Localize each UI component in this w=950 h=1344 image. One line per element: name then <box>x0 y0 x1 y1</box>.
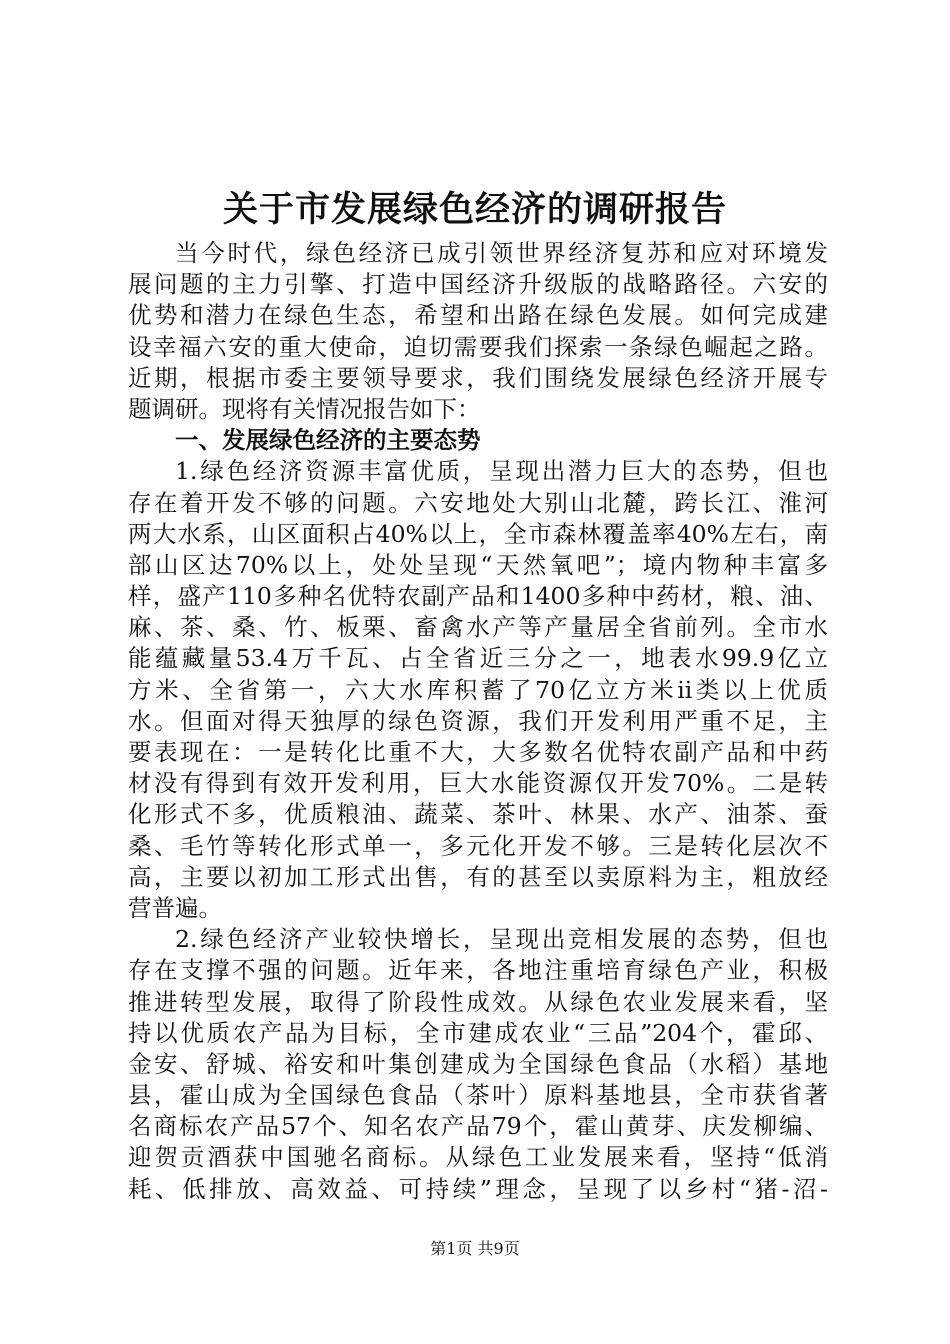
text-line: 两大水系，山区面积占40%以上，全市森林覆盖率40%左右，南 <box>128 519 828 548</box>
text-line: 金安、舒城、裕安和叶集创建成为全国绿色食品（水稻）基地 <box>128 1049 828 1078</box>
text-line: 优势和潜力在绿色生态，希望和出路在绿色发展。如何完成建 <box>128 301 828 330</box>
text-line: 高，主要以初加工形式出售，有的甚至以卖原料为主，粗放经 <box>128 862 828 891</box>
text-line: 题调研。现将有关情况报告如下： <box>128 394 481 423</box>
text-line: 营普遍。 <box>128 893 222 922</box>
text-line: 存在着开发不够的问题。六安地处大别山北麓，跨长江、淮河 <box>128 488 828 517</box>
text-line: 县，霍山成为全国绿色食品（茶叶）原料基地县，全市获省著 <box>128 1081 828 1110</box>
text-line: 1.绿色经济资源丰富优质，呈现出潜力巨大的态势，但也 <box>175 457 828 486</box>
page-footer: 第1页 共9页 <box>430 1239 520 1258</box>
text-line: 材没有得到有效开发利用，巨大水能资源仅开发70%。二是转 <box>128 769 828 798</box>
text-line: 持以优质农产品为目标，全市建成农业“三品”204个，霍邱、 <box>128 1018 828 1047</box>
text-line: 麻、茶、桑、竹、板栗、畜禽水产等产量居全省前列。全市水 <box>128 613 828 642</box>
document-title: 关于市发展绿色经济的调研报告 <box>222 189 727 230</box>
text-line: 存在支撑不强的问题。近年来，各地注重培育绿色产业，积极 <box>128 956 828 985</box>
text-line: 方米、全省第一，六大水库积蓄了70亿立方米ii类以上优质 <box>128 675 828 704</box>
text-line: 化形式不多，优质粮油、蔬菜、茶叶、林果、水产、油茶、蚕 <box>128 800 828 829</box>
text-line: 部山区达70%以上，处处呈现“天然氧吧”；境内物种丰富多 <box>128 550 828 579</box>
section-heading: 一、发展绿色经济的主要态势 <box>175 426 481 455</box>
text-line: 推进转型发展，取得了阶段性成效。从绿色农业发展来看，坚 <box>128 987 828 1016</box>
text-line: 桑、毛竹等转化形式单一，多元化开发不够。三是转化层次不 <box>128 831 828 860</box>
text-line: 能蕴藏量53.4万千瓦、占全省近三分之一，地表水99.9亿立 <box>128 644 828 673</box>
text-line: 设幸福六安的重大使命，迫切需要我们探索一条绿色崛起之路。 <box>128 332 828 361</box>
text-line: 近期，根据市委主要领导要求，我们围绕发展绿色经济开展专 <box>128 363 828 392</box>
text-line: 迎贺贡酒获中国驰名商标。从绿色工业发展来看，坚持“低消 <box>128 1143 828 1172</box>
text-line: 2.绿色经济产业较快增长，呈现出竞相发展的态势，但也 <box>175 925 828 954</box>
text-line: 样，盛产110多种名优特农副产品和1400多种中药材，粮、油、 <box>128 582 828 611</box>
text-line: 耗、低排放、高效益、可持续”理念，呈现了以乡村“猪-沼- <box>128 1174 828 1203</box>
text-line: 要表现在：一是转化比重不大，大多数名优特农副产品和中药 <box>128 738 828 766</box>
text-line: 展问题的主力引擎、打造中国经济升级版的战略路径。六安的 <box>128 270 828 299</box>
text-line: 名商标农产品57个、知名农产品79个，霍山黄芽、庆发柳编、 <box>128 1112 828 1141</box>
text-line: 水。但面对得天独厚的绿色资源，我们开发利用严重不足，主 <box>128 706 828 735</box>
text-line: 当今时代，绿色经济已成引领世界经济复苏和应对环境发 <box>175 239 828 267</box>
document-body <box>128 238 828 1205</box>
